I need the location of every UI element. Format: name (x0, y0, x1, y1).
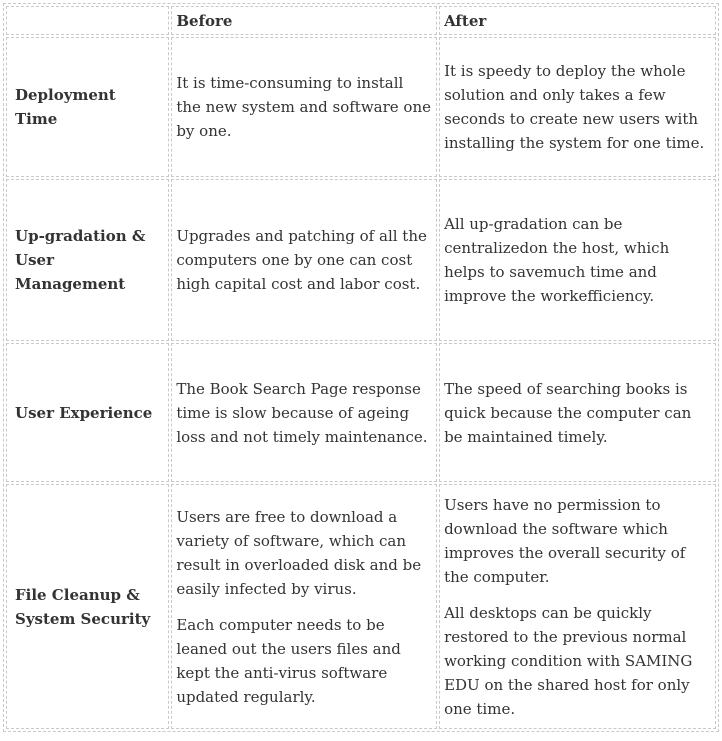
table-row (6, 179, 716, 341)
before-cell (171, 179, 437, 341)
before-text: The Book Search Page response time is slow because of ageing loss and not timely maintenance. (176, 379, 428, 446)
before-cell (171, 484, 437, 729)
after-text: All up-gradation can be centralizedon the host, which helps to savemuch time and improve the workefficiency. (444, 215, 670, 305)
before-after-comparison-table (3, 3, 719, 732)
before-text: Upgrades and patching of all the computers one by one can cost high capital cost and labor cost. (176, 227, 427, 293)
after-cell (439, 179, 716, 341)
before-text: Users are free to download a variety of software, which can result in overloaded disk and be easily infected by virus. (176, 507, 422, 598)
header-corner-cell (6, 6, 169, 35)
row-label: User Experience (6, 343, 169, 482)
after-text: Users have no permission to download the software which improves the overall security of the computer. (444, 495, 686, 586)
after-cell (439, 484, 716, 729)
after-cell (439, 37, 716, 177)
row-label: File Cleanup & System Security (6, 484, 169, 729)
header-before: Before (171, 6, 437, 35)
after-text: The speed of searching books is quick because the computer can be maintained timely. (444, 379, 692, 446)
comparison-page (3, 3, 719, 732)
after-text: It is speedy to deploy the whole solution and only takes a few seconds to create new users with installing the system for one time. (444, 62, 705, 152)
header-row (6, 6, 716, 35)
before-text: It is time-consuming to install the new system and software one by one. (176, 74, 432, 140)
before-text: Each computer needs to be leaned out the users files and kept the anti-virus software updated regularly. (176, 615, 401, 706)
row-label: Deployment Time (6, 37, 169, 177)
table-row (6, 343, 716, 482)
table-row (6, 37, 716, 177)
header-after: After (439, 6, 716, 35)
table-row (6, 484, 716, 729)
after-cell (439, 343, 716, 482)
before-cell (171, 343, 437, 482)
after-text: All desktops can be quickly restored to the previous normal working condition with SAMING EDU on the shared host for only one time. (444, 603, 693, 718)
before-cell (171, 37, 437, 177)
row-label: Up-gradation & User Management (6, 179, 169, 341)
